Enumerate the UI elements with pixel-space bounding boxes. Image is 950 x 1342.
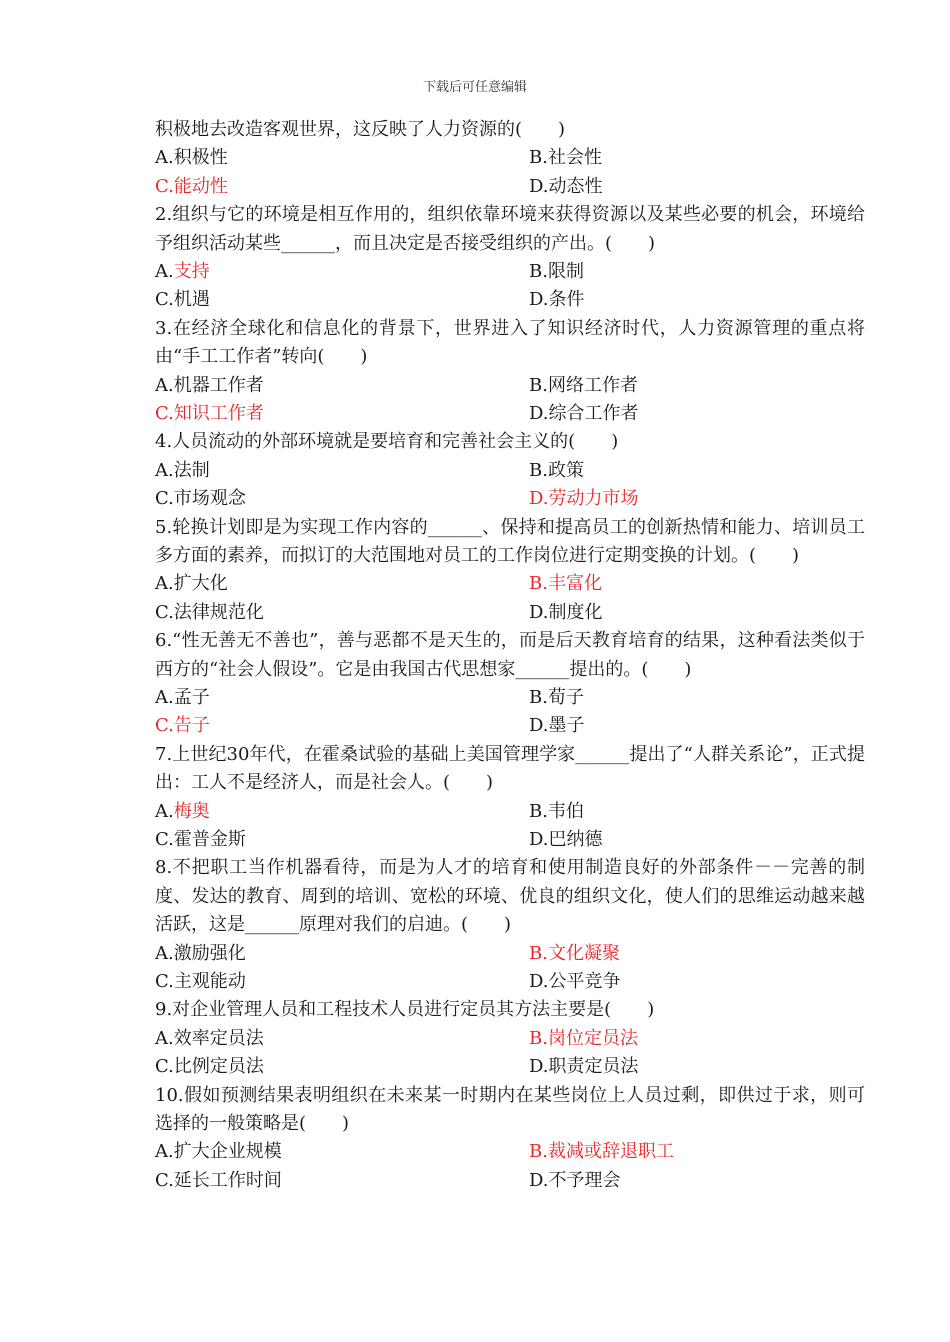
question-5 (155, 514, 865, 628)
option-d (529, 1167, 865, 1195)
option-text: 效率定员法 (173, 1027, 264, 1049)
question-6 (155, 627, 865, 741)
options-row (155, 798, 865, 826)
option-letter: D. (529, 601, 549, 623)
options-row (155, 968, 865, 996)
option-text: 巴纳德 (548, 828, 603, 850)
question-text: 5.轮换计划即是为实现工作内容的______、保持和提高员工的创新热情和能力、培训员工多方面的素养，而拟订的大范围地对员工的工作岗位进行定期变换的计划。( ) (155, 516, 865, 566)
intro-option-a: A.积极性 (155, 147, 228, 169)
option-text: 延长工作时间 (173, 1169, 282, 1191)
option-text: 扩大化 (173, 573, 228, 595)
option-text: 岗位定员法 (547, 1027, 638, 1049)
options-row (155, 457, 865, 485)
option-text: 主观能动 (173, 970, 246, 992)
option-letter: A. (155, 260, 174, 282)
option-text: 丰富化 (547, 573, 602, 595)
option-letter: A. (155, 1141, 174, 1163)
options-row (155, 400, 865, 428)
option-letter: D. (529, 1056, 549, 1078)
option-text: 综合工作者 (548, 402, 639, 424)
option-text: 市场观念 (173, 488, 246, 510)
option-c (155, 1053, 529, 1081)
option-text: 梅奥 (173, 800, 210, 822)
option-c (155, 968, 529, 996)
option-c (155, 400, 529, 428)
option-letter: C. (155, 488, 174, 510)
page-header: 下载后可任意编辑 (422, 80, 527, 95)
option-letter: C. (155, 1169, 174, 1191)
question-list (155, 116, 865, 1195)
option-b (529, 258, 865, 286)
option-text: 不予理会 (548, 1169, 621, 1191)
option-d (529, 485, 865, 513)
options-row (155, 826, 865, 854)
option-d (529, 1053, 865, 1081)
option-b (529, 940, 865, 968)
option-a (155, 457, 529, 485)
option-letter: A. (155, 374, 174, 396)
option-letter: A. (155, 686, 174, 708)
option-text: 韦伯 (547, 800, 584, 822)
options-row (155, 1167, 865, 1195)
option-d (529, 400, 865, 428)
option-text: 告子 (173, 715, 210, 737)
options-row (155, 1138, 865, 1166)
option-text: 限制 (547, 260, 584, 282)
option-text: 条件 (548, 289, 585, 311)
option-text: 政策 (547, 459, 584, 481)
option-a (155, 940, 529, 968)
option-b (529, 372, 865, 400)
options-row (155, 1025, 865, 1053)
option-d (529, 826, 865, 854)
question-10 (155, 1082, 865, 1196)
option-letter: C. (155, 1056, 174, 1078)
option-d (529, 968, 865, 996)
option-text: 机遇 (173, 289, 210, 311)
question-text: 7.上世纪30年代，在霍桑试验的基础上美国管理学家______提出了“人群关系论”，正式提出：工人不是经济人，而是社会人。( ) (155, 743, 865, 794)
option-letter: A. (155, 1027, 174, 1049)
option-text: 比例定员法 (173, 1056, 264, 1078)
question-text: 9.对企业管理人员和工程技术人员进行定员其方法主要是( ) (155, 999, 655, 1021)
option-letter: B. (529, 260, 548, 282)
option-letter: B. (529, 374, 548, 396)
option-text: 机器工作者 (173, 374, 264, 396)
options-row (155, 599, 865, 627)
option-letter: D. (529, 289, 549, 311)
option-a (155, 798, 529, 826)
options-row (155, 684, 865, 712)
question-2 (155, 201, 865, 315)
option-letter: C. (155, 289, 174, 311)
option-b (529, 684, 865, 712)
option-letter: C. (155, 601, 174, 623)
option-b (529, 1138, 865, 1166)
option-a (155, 372, 529, 400)
option-text: 职责定员法 (548, 1056, 639, 1078)
option-text: 制度化 (548, 601, 603, 623)
option-text: 激励强化 (173, 942, 246, 964)
option-letter: A. (155, 573, 174, 595)
option-text: 墨子 (548, 715, 585, 737)
option-text: 支持 (173, 260, 210, 282)
option-d (529, 712, 865, 740)
option-c (155, 599, 529, 627)
option-letter: B. (529, 459, 548, 481)
option-letter: A. (155, 800, 174, 822)
option-letter: A. (155, 459, 174, 481)
question-4 (155, 428, 865, 513)
options-row (155, 940, 865, 968)
option-letter: C. (155, 715, 174, 737)
option-letter: B. (529, 942, 548, 964)
options-row (155, 485, 865, 513)
options-row (155, 712, 865, 740)
question-text: 6.“性无善无不善也”，善与恶都不是天生的，而是后天教育培育的结果，这种看法类似于西方的“社会人假设”。它是由我国古代思想家______提出的。( ) (155, 630, 865, 680)
options-row (155, 570, 865, 598)
option-d (529, 599, 865, 627)
options-row (155, 286, 865, 314)
option-text: 法律规范化 (173, 601, 264, 623)
option-text: 公平竞争 (548, 970, 621, 992)
question-text: 4.人员流动的外部环境就是要培育和完善社会主义的( ) (155, 431, 619, 453)
option-text: 网络工作者 (547, 374, 638, 396)
question-9 (155, 996, 865, 1081)
option-letter: C. (155, 828, 174, 850)
option-a (155, 1138, 529, 1166)
option-letter: B. (529, 1027, 548, 1049)
option-letter: D. (529, 828, 549, 850)
option-text: 扩大企业规模 (173, 1141, 282, 1163)
question-8 (155, 854, 865, 996)
option-a (155, 570, 529, 598)
option-letter: B. (529, 686, 548, 708)
options-row (155, 1053, 865, 1081)
intro-options-row-2 (155, 173, 865, 201)
option-letter: B. (529, 573, 548, 595)
question-3 (155, 315, 865, 429)
option-letter: C. (155, 970, 174, 992)
intro-option-c: C.能动性 (155, 175, 228, 197)
option-a (155, 684, 529, 712)
option-c (155, 485, 529, 513)
option-text: 知识工作者 (173, 402, 264, 424)
option-letter: D. (529, 1169, 549, 1191)
question-text: 8.不把职工当作机器看待，而是为人才的培育和使用制造良好的外部条件－－完善的制度、发达的教育、周到的培训、宽松的环境、优良的组织文化，使人们的思维运动越来越活跃，这是______原理对我们的启迪。( ) (155, 857, 865, 936)
option-letter: D. (529, 488, 549, 510)
question-text: 3.在经济全球化和信息化的背景下，世界进入了知识经济时代，人力资源管理的重点将由“手工工作者”转向( ) (155, 317, 865, 368)
options-row (155, 258, 865, 286)
question-7 (155, 741, 865, 855)
option-letter: B. (529, 800, 548, 822)
option-text: 法制 (173, 459, 210, 481)
option-a (155, 1025, 529, 1053)
option-letter: D. (529, 970, 549, 992)
question-text: 2.组织与它的环境是相互作用的，组织依靠环境来获得资源以及某些必要的机会，环境给予组织活动某些______，而且决定是否接受组织的产出。( ) (155, 204, 865, 254)
option-c (155, 826, 529, 854)
intro-option-b: B.社会性 (529, 147, 602, 169)
option-text: 文化凝聚 (547, 942, 620, 964)
option-letter: D. (529, 715, 549, 737)
intro-options-row-1 (155, 144, 865, 172)
option-b (529, 457, 865, 485)
option-c (155, 286, 529, 314)
question-text: 10.假如预测结果表明组织在未来某一时期内在某些岗位上人员过剩，即供过于求，则可选择的一般策略是( ) (155, 1084, 865, 1134)
option-text: 劳动力市场 (548, 488, 639, 510)
option-letter: A. (155, 942, 174, 964)
intro-option-d: D.动态性 (529, 175, 603, 197)
option-letter: B. (529, 1141, 548, 1163)
option-a (155, 258, 529, 286)
options-row (155, 372, 865, 400)
option-text: 荀子 (547, 686, 584, 708)
option-text: 裁减或辞退职工 (547, 1141, 674, 1163)
option-b (529, 798, 865, 826)
option-d (529, 286, 865, 314)
option-b (529, 570, 865, 598)
intro-question-text: 积极地去改造客观世界，这反映了人力资源的( ) (155, 119, 566, 140)
option-text: 孟子 (173, 686, 210, 708)
questions (155, 201, 865, 1195)
option-letter: C. (155, 402, 174, 424)
option-c (155, 1167, 529, 1195)
option-b (529, 1025, 865, 1053)
option-letter: D. (529, 402, 549, 424)
option-c (155, 712, 529, 740)
option-text: 霍普金斯 (173, 828, 246, 850)
